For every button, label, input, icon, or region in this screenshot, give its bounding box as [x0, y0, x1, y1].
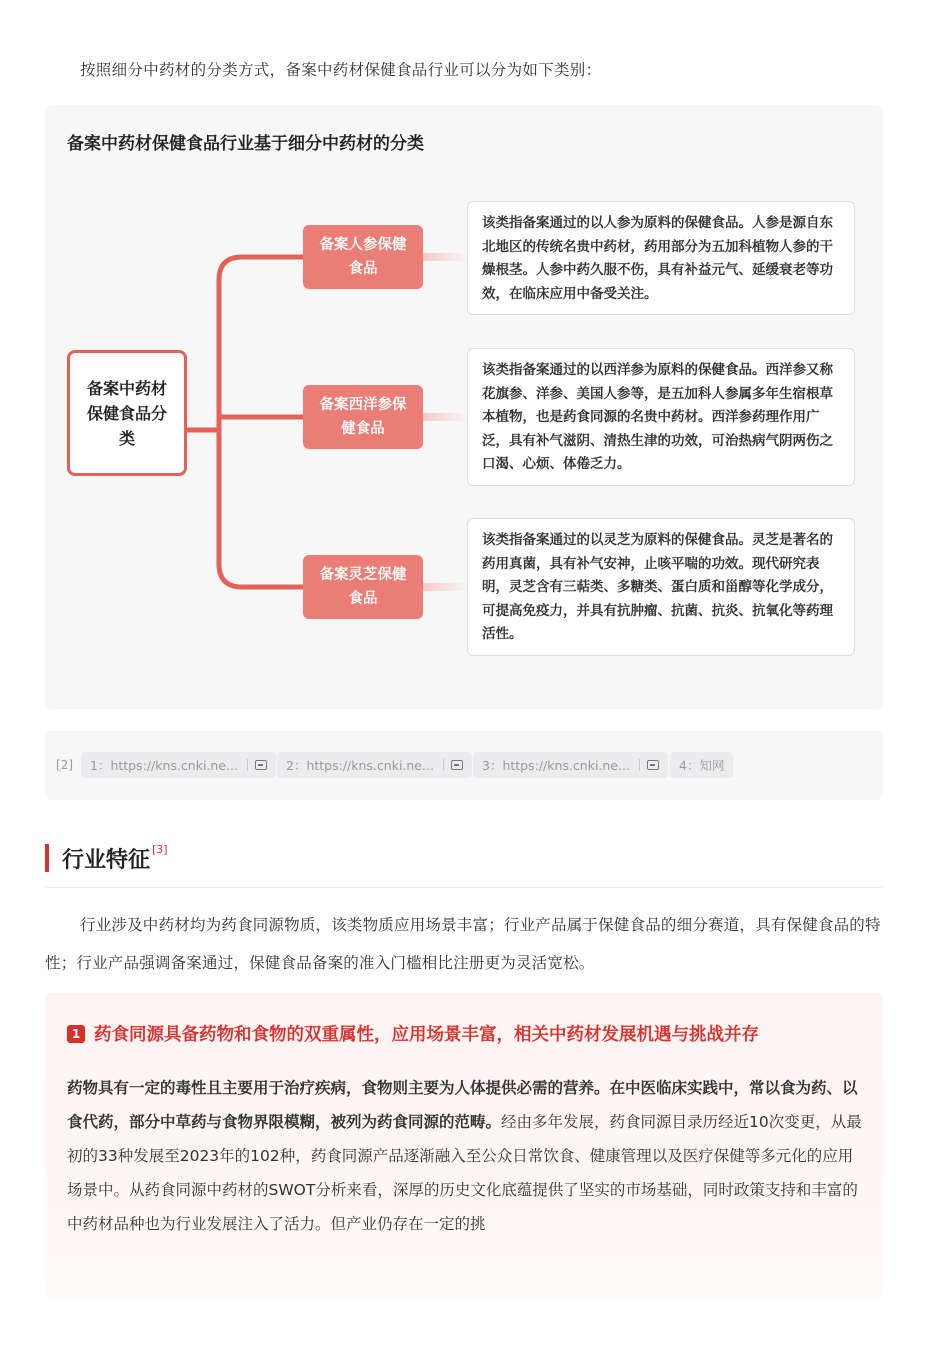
classification-diagram	[45, 105, 883, 709]
branch-2-link	[423, 413, 469, 421]
feature-card	[45, 993, 883, 1300]
reference-chip[interactable]	[277, 752, 472, 778]
feature-bold-text: 药物具有一定的毒性且主要用于治疗疾病，食物则主要为人体提供必需的营养。在中医临床实践中，常以食为药、以食代药，部分中草药与食物界限模糊，被列为药食同源的范畴。	[67, 1079, 858, 1131]
section-title: 行业特征	[62, 847, 151, 873]
feature-body	[67, 1071, 862, 1241]
section-accent-bar	[45, 844, 49, 872]
reference-chip-label: 1：https://kns.cnki.ne...	[90, 758, 238, 773]
branch-1-connector	[219, 257, 303, 430]
section-divider	[45, 887, 883, 888]
branch-american-ginseng: 备案西洋参保健食品	[303, 385, 423, 449]
reference-chip[interactable]	[473, 752, 668, 778]
link-icon[interactable]	[451, 760, 463, 770]
reference-chip-label: 2：https://kns.cnki.ne...	[286, 758, 434, 773]
feature-text: 经由多年发展，药食同源目录历经近10次变更，从最初的33种发展至2023年的102种，药食同源产品逐渐融入至公众日常饮食、健康管理以及医疗保健等多元化的应用场景中。从药食同源中药材的SWOT分析来看，深厚的历史文化底蕴提供了坚实的市场基础，同时政策支持和丰富的中药材品种也为行业发展注入了活力。但产业仍存在一定的挑	[67, 1113, 862, 1233]
section-heading	[45, 843, 168, 873]
reference-chip-label: 4：知网	[679, 758, 725, 773]
section-reference-link[interactable]: [3]	[152, 842, 168, 856]
intro-text: 按照细分中药材的分类方式，备案中药材保健食品行业可以分为如下类别：	[80, 61, 602, 79]
branch-3-connector	[219, 430, 303, 587]
branch-1-link	[423, 253, 469, 261]
feature-number-badge: 1	[67, 1025, 85, 1043]
link-icon[interactable]	[255, 760, 267, 770]
reference-chip-label: 3：https://kns.cnki.ne...	[482, 758, 630, 773]
feature-heading	[67, 1021, 759, 1046]
branch-lingzhi: 备案灵芝保健食品	[303, 555, 423, 619]
reference-bar	[45, 731, 883, 800]
description-american-ginseng: 该类指备案通过的以西洋参为原料的保健食品。西洋参又称花旗参、洋参、美国人参等，是五加科人参属多年生宿根草本植物，也是药食同源的名贵中药材。西洋参药理作用广泛，具有补气滋阴、清热生津的功效，可治热病气阴两伤之口渴、心烦、体倦乏力。	[467, 348, 855, 486]
reference-index: [2]	[56, 758, 73, 772]
reference-chip[interactable]	[670, 752, 733, 778]
description-ginseng: 该类指备案通过的以人参为原料的保健食品。人参是源自东北地区的传统名贵中药材，药用部分为五加科植物人参的干燥根茎。人参中药久服不伤，具有补益元气、延缓衰老等功效，在临床应用中备受关注。	[467, 201, 855, 315]
branch-ginseng: 备案人参保健食品	[303, 225, 423, 289]
root-node: 备案中药材保健食品分类	[67, 350, 187, 476]
link-icon[interactable]	[647, 760, 659, 770]
diagram-title: 备案中药材保健食品行业基于细分中药材的分类	[67, 134, 424, 154]
content-fade-overlay	[45, 1240, 883, 1300]
feature-title: 药食同源具备药物和食物的双重属性，应用场景丰富，相关中药材发展机遇与挑战并存	[94, 1025, 759, 1045]
reference-chip[interactable]	[81, 752, 276, 778]
description-lingzhi: 该类指备案通过的以灵芝为原料的保健食品。灵芝是著名的药用真菌，具有补气安神，止咳平喘的功效。现代研究表明，灵芝含有三萜类、多糖类、蛋白质和甾醇等化学成分，可提高免疫力，并具有抗肿瘤、抗菌、抗炎、抗氧化等药理活性。	[467, 518, 855, 656]
branch-3-link	[423, 583, 469, 591]
section-paragraph: 行业涉及中药材均为药食同源物质，该类物质应用场景丰富；行业产品属于保健食品的细分赛道，具有保健食品的特性；行业产品强调备案通过，保健食品备案的准入门槛相比注册更为灵活宽松。	[45, 916, 881, 972]
